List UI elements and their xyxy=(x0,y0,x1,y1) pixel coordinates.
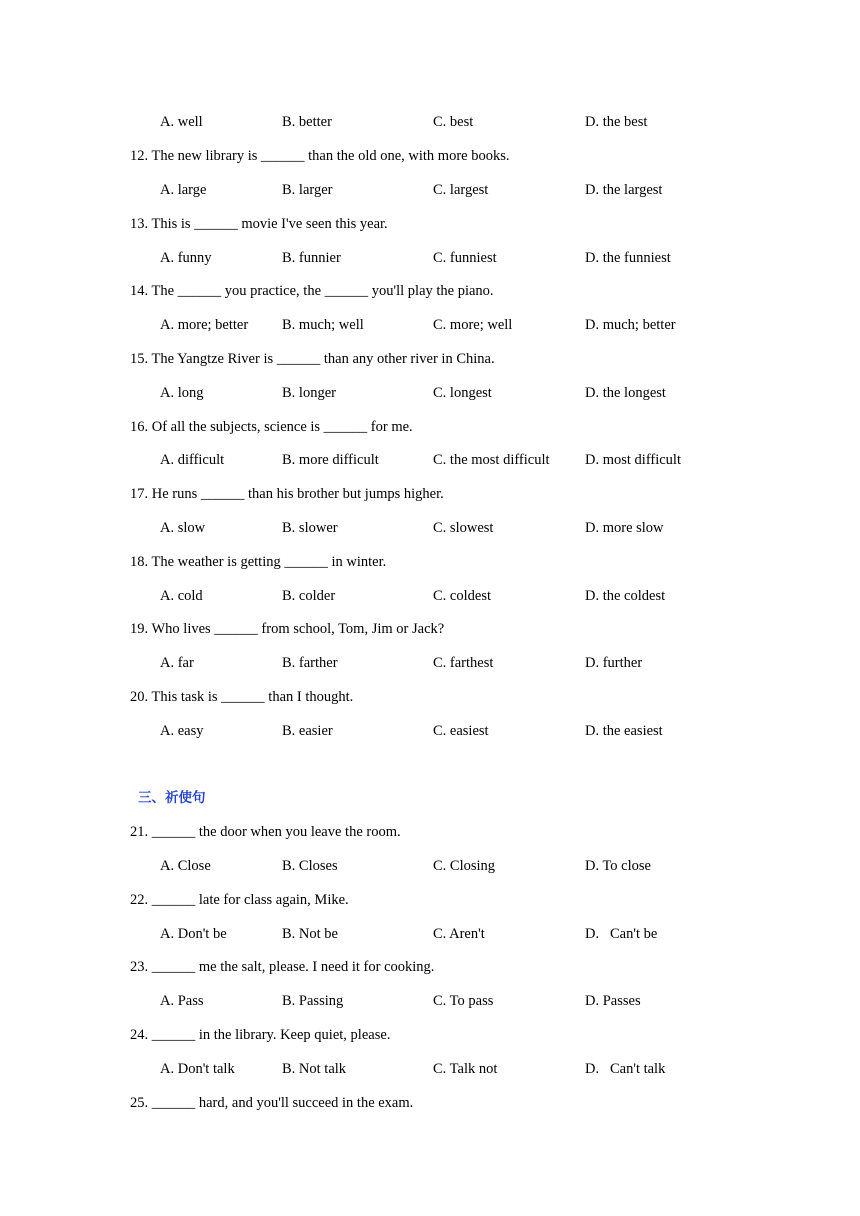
option-d: D. Passes xyxy=(585,993,641,1009)
option-a: A. cold xyxy=(160,588,203,604)
option-c: C. largest xyxy=(433,182,489,198)
options-row-q23 xyxy=(160,992,800,1010)
options-row-q20 xyxy=(160,722,800,740)
question-23: 23. ______ me the salt, please. I need it for cooking. xyxy=(130,959,435,975)
options-row-q19 xyxy=(160,654,800,672)
option-c: C. coldest xyxy=(433,588,491,604)
question-12: 12. The new library is ______ than the old one, with more books. xyxy=(130,148,510,164)
option-b: B. Not talk xyxy=(282,1061,347,1077)
option-b: B. longer xyxy=(282,385,336,401)
option-b: B. more difficult xyxy=(282,452,379,468)
option-d: D. the longest xyxy=(585,385,666,401)
option-d: D. Can't talk xyxy=(585,1061,666,1077)
question-13: 13. This is ______ movie I've seen this year. xyxy=(130,216,388,232)
question-15: 15. The Yangtze River is ______ than any other river in China. xyxy=(130,351,495,367)
option-d: D. the easiest xyxy=(585,723,663,739)
option-a: A. far xyxy=(160,655,194,671)
option-d: D. most difficult xyxy=(585,452,681,468)
option-a: A. slow xyxy=(160,520,206,536)
option-a: A. Close xyxy=(160,858,211,874)
options-row-q15 xyxy=(160,384,800,402)
option-b: B. easier xyxy=(282,723,333,739)
question-20: 20. This task is ______ than I thought. xyxy=(130,689,354,705)
option-b: B. Passing xyxy=(282,993,344,1009)
options-row-q17 xyxy=(160,519,800,537)
option-d: D. the largest xyxy=(585,182,663,198)
option-c: C. best xyxy=(433,114,474,130)
option-c: C. slowest xyxy=(433,520,494,536)
option-c: C. more; well xyxy=(433,317,513,333)
option-c: C. easiest xyxy=(433,723,489,739)
question-24: 24. ______ in the library. Keep quiet, please. xyxy=(130,1027,391,1043)
option-b: B. funnier xyxy=(282,250,341,266)
option-d: D. To close xyxy=(585,858,651,874)
option-a: A. long xyxy=(160,385,204,401)
option-b: B. colder xyxy=(282,588,336,604)
option-b: B. farther xyxy=(282,655,338,671)
option-a: A. funny xyxy=(160,250,212,266)
option-c: C. funniest xyxy=(433,250,497,266)
option-b: B. slower xyxy=(282,520,338,536)
question-22: 22. ______ late for class again, Mike. xyxy=(130,892,349,908)
option-b: B. Not be xyxy=(282,926,338,942)
option-d: D. the coldest xyxy=(585,588,666,604)
option-c: C. To pass xyxy=(433,993,494,1009)
question-14: 14. The ______ you practice, the ______ you'll play the piano. xyxy=(130,283,494,299)
options-row-q11 xyxy=(160,113,800,131)
option-a: A. well xyxy=(160,114,203,130)
options-row-q18 xyxy=(160,587,800,605)
option-a: A. easy xyxy=(160,723,204,739)
option-d: D. the funniest xyxy=(585,250,671,266)
option-c: C. longest xyxy=(433,385,492,401)
question-21: 21. ______ the door when you leave the room. xyxy=(130,824,401,840)
option-a: A. Don't be xyxy=(160,926,227,942)
options-row-q22 xyxy=(160,925,800,943)
option-b: B. Closes xyxy=(282,858,338,874)
section-heading: 三、祈使句 xyxy=(138,790,206,806)
option-a: A. large xyxy=(160,182,207,198)
options-row-q21 xyxy=(160,857,800,875)
option-d: D. further xyxy=(585,655,643,671)
question-18: 18. The weather is getting ______ in winter. xyxy=(130,554,387,570)
option-c: C. Closing xyxy=(433,858,496,874)
options-row-q12 xyxy=(160,181,800,199)
option-d: D. much; better xyxy=(585,317,676,333)
option-d: D. more slow xyxy=(585,520,664,536)
options-row-q14 xyxy=(160,316,800,334)
option-b: B. much; well xyxy=(282,317,364,333)
option-c: C. Aren't xyxy=(433,926,485,942)
option-b: B. larger xyxy=(282,182,333,198)
option-c: C. the most difficult xyxy=(433,452,550,468)
option-a: A. difficult xyxy=(160,452,225,468)
options-row-q24 xyxy=(160,1060,800,1078)
question-17: 17. He runs ______ than his brother but jumps higher. xyxy=(130,486,444,502)
option-a: A. Don't talk xyxy=(160,1061,235,1077)
question-19: 19. Who lives ______ from school, Tom, Jim or Jack? xyxy=(130,621,445,637)
option-b: B. better xyxy=(282,114,332,130)
option-c: C. farthest xyxy=(433,655,494,671)
option-c: C. Talk not xyxy=(433,1061,498,1077)
options-row-q16 xyxy=(160,451,800,469)
option-d: D. Can't be xyxy=(585,926,658,942)
option-d: D. the best xyxy=(585,114,648,130)
option-a: A. more; better xyxy=(160,317,249,333)
options-row-q13 xyxy=(160,249,800,267)
option-a: A. Pass xyxy=(160,993,204,1009)
question-25: 25. ______ hard, and you'll succeed in the exam. xyxy=(130,1095,414,1111)
question-16: 16. Of all the subjects, science is ______ for me. xyxy=(130,419,413,435)
